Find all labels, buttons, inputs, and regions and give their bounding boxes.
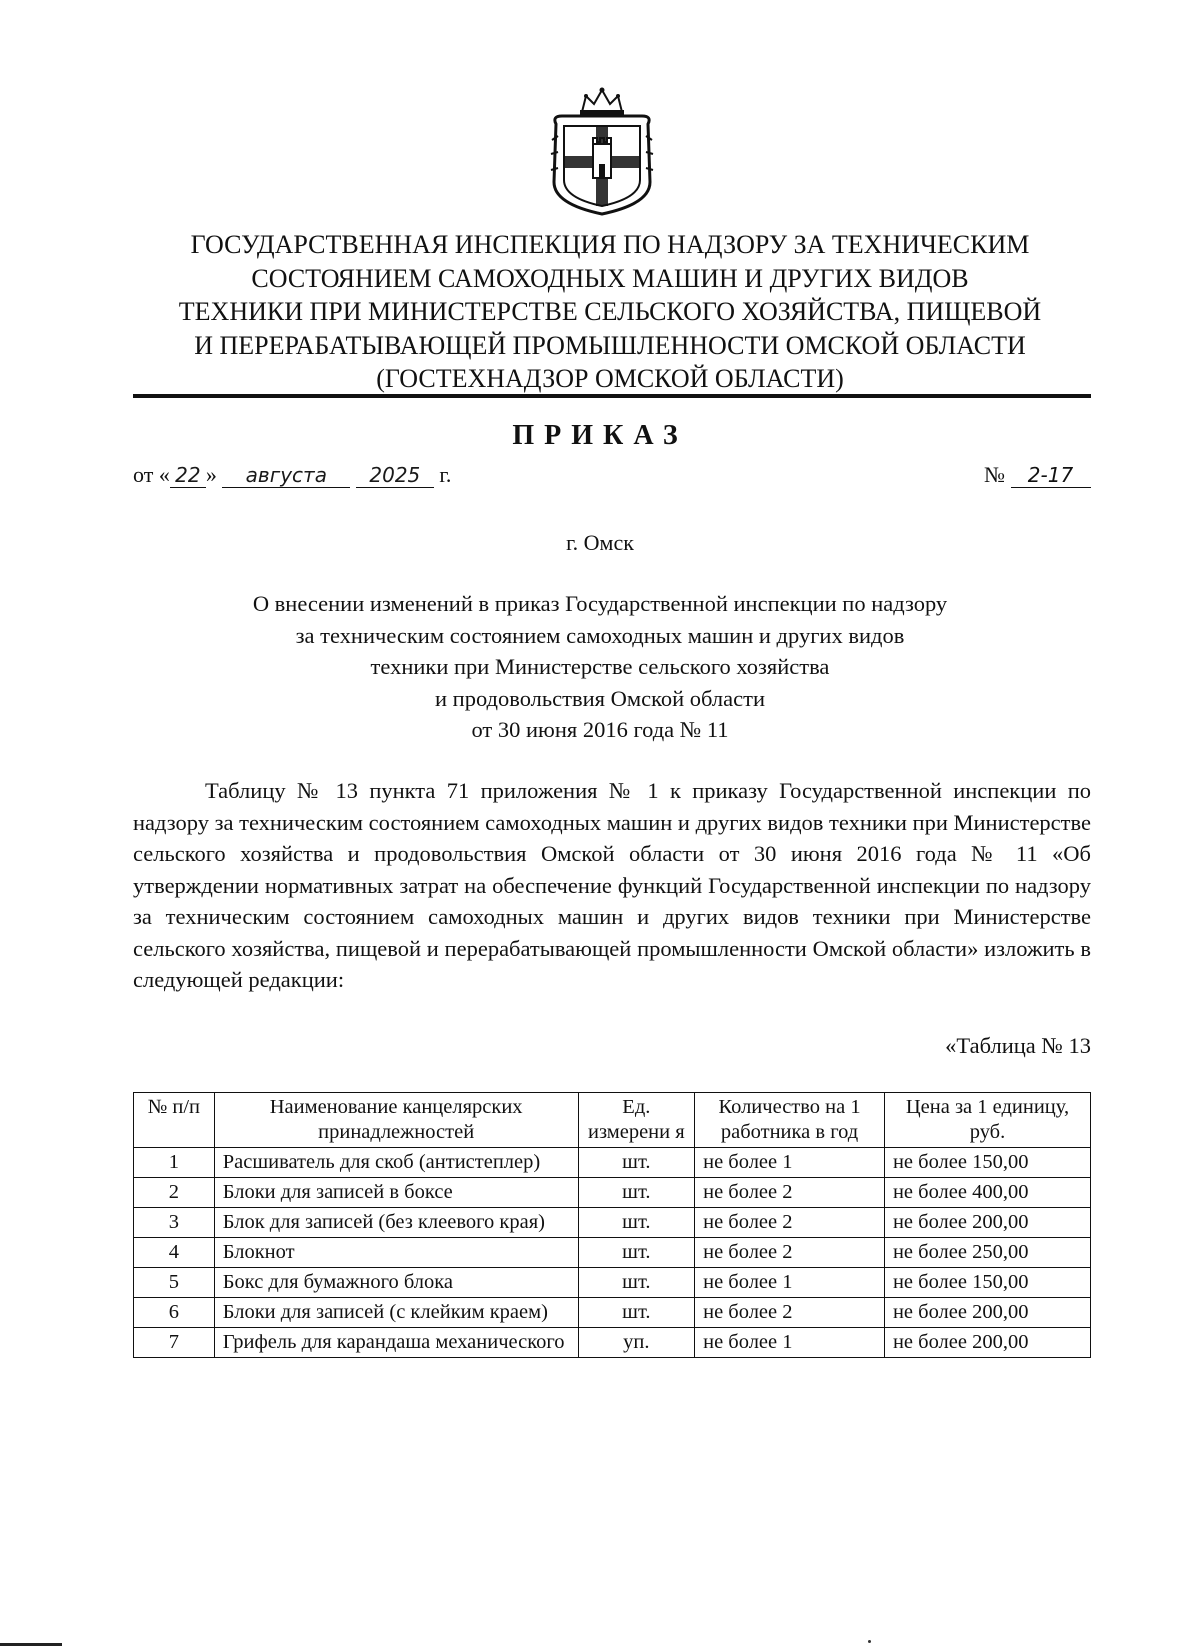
table-row — [134, 1208, 1091, 1238]
date-suffix: г. — [439, 462, 452, 487]
agency-line: ТЕХНИКИ ПРИ МИНИСТЕРСТВЕ СЕЛЬСКОГО ХОЗЯЙСТВА, ПИЩЕВОЙ — [178, 297, 1042, 326]
date-year: 2025 — [356, 463, 434, 488]
cell-price: не более 400,00 — [884, 1178, 1090, 1208]
cell-num: 1 — [134, 1148, 215, 1178]
cell-qty: не более 2 — [695, 1298, 885, 1328]
body-paragraph: Таблицу № 13 пункта 71 приложения № 1 к приказу Государственной инспекции по надзору за техническим состоянием самоходных машин и других видов техники при Министерстве сельского хозяйства и продовольствия Омской области от 30 июня 2016 года № 11 «Об утверждении нормативных затрат на обеспечение функций Государственной инспекции по надзору за техническим состоянием самоходных машин и других видов техники при Министерстве сельского хозяйства, пищевой и перерабатывающей промышленности Омской области» изложить в следующей редакции: — [133, 778, 1091, 992]
date-month: августа — [222, 463, 350, 488]
cell-num: 7 — [134, 1328, 215, 1358]
cell-price: не более 150,00 — [884, 1268, 1090, 1298]
header-unit: Ед. измерени я — [578, 1093, 695, 1148]
agency-line: И ПЕРЕРАБАТЫВАЮЩЕЙ ПРОМЫШЛЕННОСТИ ОМСКОЙ ОБЛАСТИ — [194, 330, 1026, 360]
cell-name: Грифель для карандаша механического — [214, 1328, 578, 1358]
cell-num: 2 — [134, 1178, 215, 1208]
subject-line: за техническим состоянием самоходных машин и других видов — [295, 622, 905, 648]
table-row — [134, 1328, 1091, 1358]
table-caption: «Таблица № 13 — [945, 1033, 1091, 1058]
header-num: № п/п — [134, 1093, 215, 1148]
header-qty: Количество на 1 работника в год — [695, 1093, 885, 1148]
cell-unit: шт. — [578, 1238, 695, 1268]
header-name: Наименование канцелярских принадлежностей — [214, 1093, 578, 1148]
agency-line: (ГОСТЕХНАДЗОР ОМСКОЙ ОБЛАСТИ) — [376, 364, 844, 393]
scan-edge-mark — [0, 1643, 62, 1646]
supplies-table — [133, 1092, 1091, 1358]
cell-num: 4 — [134, 1238, 215, 1268]
order-number — [984, 462, 1091, 488]
cell-qty: не более 1 — [695, 1148, 885, 1178]
agency-line: СОСТОЯНИЕМ САМОХОДНЫХ МАШИН И ДРУГИХ ВИДОВ — [251, 263, 969, 293]
date-prefix: от « — [133, 462, 170, 487]
cell-qty: не более 2 — [695, 1178, 885, 1208]
subject-line: и продовольствия Омской области — [434, 685, 766, 711]
subject-line: техники при Министерстве сельского хозяйства — [370, 654, 830, 679]
order-subject — [150, 588, 1050, 746]
number-value: 2-17 — [1011, 463, 1091, 488]
cell-unit: шт. — [578, 1208, 695, 1238]
cell-price: не более 200,00 — [884, 1328, 1090, 1358]
table-row — [134, 1148, 1091, 1178]
cell-unit: шт. — [578, 1268, 695, 1298]
cell-name: Бокс для бумажного блока — [214, 1268, 578, 1298]
omsk-coat-of-arms-icon — [546, 86, 658, 218]
cell-num: 5 — [134, 1268, 215, 1298]
scan-speck — [868, 1640, 871, 1643]
cell-price: не более 150,00 — [884, 1148, 1090, 1178]
cell-num: 6 — [134, 1298, 215, 1328]
cell-qty: не более 1 — [695, 1328, 885, 1358]
cell-num: 3 — [134, 1208, 215, 1238]
date-day: 22 — [170, 463, 206, 488]
table-row — [134, 1238, 1091, 1268]
cell-name: Блокнот — [214, 1238, 578, 1268]
table-row — [134, 1298, 1091, 1328]
order-title: ПРИКАЗ — [512, 420, 688, 451]
cell-name: Расшиватель для скоб (антистеплер) — [214, 1148, 578, 1178]
cell-unit: уп. — [578, 1328, 695, 1358]
cell-qty: не более 2 — [695, 1208, 885, 1238]
cell-name: Блоки для записей в боксе — [214, 1178, 578, 1208]
cell-unit: шт. — [578, 1298, 695, 1328]
cell-price: не более 200,00 — [884, 1298, 1090, 1328]
table-row — [134, 1268, 1091, 1298]
header-price: Цена за 1 единицу, руб. — [884, 1093, 1090, 1148]
date-mid: » — [205, 462, 217, 487]
cell-qty: не более 2 — [695, 1238, 885, 1268]
subject-line: О внесении изменений в приказ Государственной инспекции по надзору — [252, 591, 948, 616]
cell-name: Блоки для записей (с клейким краем) — [214, 1298, 578, 1328]
cell-qty: не более 1 — [695, 1268, 885, 1298]
table-header-row — [134, 1093, 1091, 1148]
order-date — [133, 462, 451, 488]
header-divider — [133, 394, 1091, 398]
agency-line: ГОСУДАРСТВЕННАЯ ИНСПЕКЦИЯ ПО НАДЗОРУ ЗА ТЕХНИЧЕСКИМ — [190, 230, 1030, 259]
cell-unit: шт. — [578, 1178, 695, 1208]
cell-name: Блок для записей (без клеевого края) — [214, 1208, 578, 1238]
table-row — [134, 1178, 1091, 1208]
cell-price: не более 200,00 — [884, 1208, 1090, 1238]
city: г. Омск — [566, 530, 634, 555]
subject-line: от 30 июня 2016 года № 11 — [471, 717, 729, 742]
cell-price: не более 250,00 — [884, 1238, 1090, 1268]
number-prefix: № — [984, 462, 1005, 487]
cell-unit: шт. — [578, 1148, 695, 1178]
agency-name — [130, 228, 1090, 396]
